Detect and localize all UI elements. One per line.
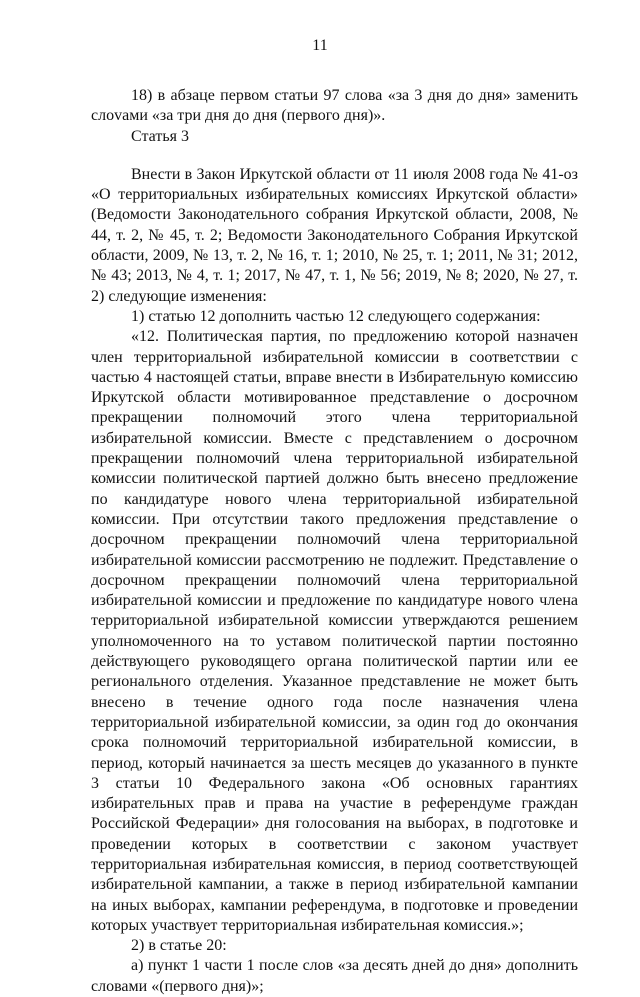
article-heading: Статья 3 xyxy=(131,127,189,145)
paragraph-item-a: а) пункт 1 части 1 после слов «за десять дней до дня» дополнить словами «(первого дня)»; xyxy=(91,957,578,995)
paragraph-item-1: 1) статью 12 дополнить частью 12 следующего содержания: xyxy=(131,307,541,325)
paragraph-part-12-text: «12. Политическая партия, по предложению которой назначен член территориальной избирательной комиссии в соответствии с частью 4 настоящей статьи, вправе внести в Избирательную комиссию Иркутской области мотивированное представление о досрочном прекращении полномочий этого члена территориальной избирательной комиссии. Вместе с представлением о досрочном прекращении полномочий члена территориальной избирательной комиссии политической партией должно быть внесено предложение по кандидатуре нового члена территориальной избирательной комиссии. При отсутствии такого предложения представление о досрочном прекращении полномочий члена территориальной избирательной комиссии рассмотрению не подлежит. Представление о досрочном прекращении полномочий члена территориальной избирательной комиссии и предложение по кандидатуре нового члена территориальной избирательной комиссии утверждаются решением уполномоченного на то уставом политической партии постоянно действующего руководящего органа политической партии или ее регионального отделения. Указанное представление не может быть внесено в течение одного года после назначения члена территориальной избирательной комиссии, за один год до окончания срока полномочий территориальной избирательной комиссии, в период, который начинается за шесть месяцев до указанного в пункте 3 статьи 10 Федерального закона «Об основных гарантиях избирательных прав и права на участие в референдуме граждан Российской Федерации» дня голосования на выборах, в подготовке и проведении которых в соответствии с законом участвует территориальная избирательная комиссия, в период соответствующей избирательной кампании, а также в период избирательной кампании на иных выборах, кампании референдума, в подготовке и проведении которых участвует территориальная избирательная комиссия.»; xyxy=(91,328,578,934)
paragraph-item-2: 2) в статье 20: xyxy=(131,937,227,955)
page-number: 11 xyxy=(312,37,328,54)
document-body xyxy=(91,86,578,997)
paragraph-item-18: 18) в абзаце первом статьи 97 слова «за 3 дня до дня» заменить слоvами «за три дня до дня (первого дня)». xyxy=(91,87,578,125)
paragraph-amendment-intro: Внести в Закон Иркутской области от 11 июля 2008 года № 41-оз «О территориальных избирательных комиссиях Иркутской области» (Ведомости Законодательного собрания Иркутской области, 2008, № 44, т. 2, № 45, т. 2; Ведомости Законодательного Собрания Иркутской области, 2009, № 13, т. 2, № 16, т. 1; 2010, № 25, т. 1; 2011, № 31; 2012, № 43; 2013, № 4, т. 1; 2017, № 47, т. 1, № 56; 2019, № 8; 2020, № 27, т. 2) следующие изменения: xyxy=(91,165,578,305)
